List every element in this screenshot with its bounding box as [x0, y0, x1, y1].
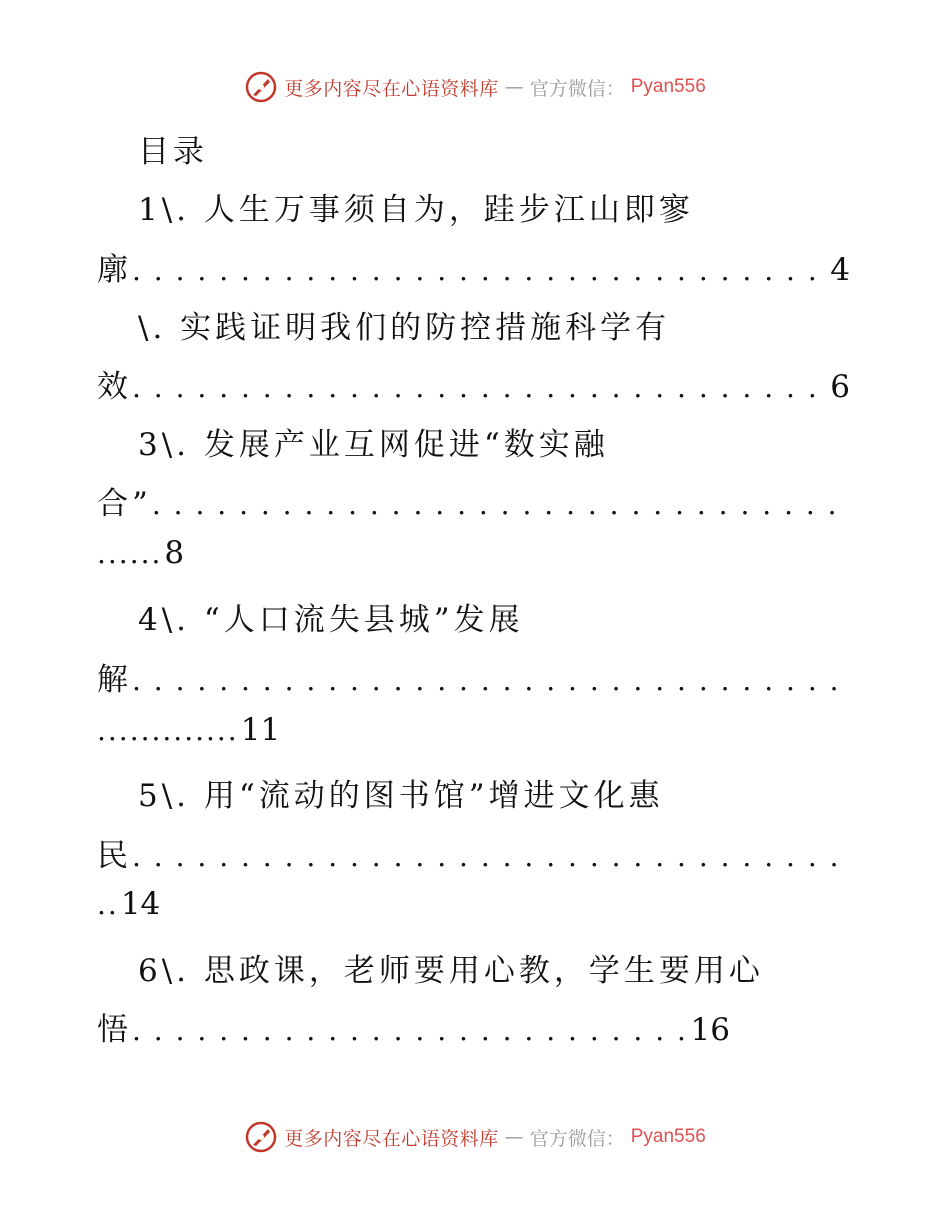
header-watermark-banner — [0, 70, 950, 104]
toc-entry-1-leader[interactable] — [97, 244, 850, 289]
toc-entry-3-title[interactable]: 3\. 发展产业互网促进“数实融 — [138, 427, 609, 463]
toc-entry-3-leader[interactable] — [97, 478, 850, 523]
toc-entry-4-page: 11 — [240, 712, 281, 748]
banner-wechat-id: Pyan556 — [630, 76, 706, 97]
dot-leader-tail: .. — [97, 888, 119, 921]
banner-separator: — — [504, 1126, 524, 1148]
dot-leader — [132, 662, 850, 698]
banner-text: 更多内容尽在心语资料库 — [284, 1127, 499, 1150]
toc-entry-2-leader[interactable] — [97, 361, 850, 406]
quill-logo-icon — [244, 1120, 278, 1154]
quill-logo-icon — [244, 70, 278, 104]
toc-entry-2-page: 6 — [830, 369, 850, 405]
dot-leader-tail: ............. — [97, 714, 239, 747]
dot-leader-tail: ...... — [97, 537, 163, 570]
banner-text: 更多内容尽在心语资料库 — [284, 77, 499, 100]
toc-entry-6-leader[interactable] — [97, 1004, 730, 1049]
dot-leader — [152, 486, 850, 522]
footer-watermark-banner — [0, 1120, 950, 1154]
toc-entry-3-page: 8 — [164, 535, 185, 571]
toc-entry-3-page-line[interactable] — [97, 535, 184, 571]
toc-entry-5-page: 14 — [120, 886, 161, 922]
toc-entry-2-continuation: 效 — [97, 369, 132, 405]
toc-entry-2-title[interactable]: \. 实践证明我们的防控措施科学有 — [138, 310, 671, 346]
toc-entry-5-title[interactable]: 5\. 用“流动的图书馆”增进文化惠 — [138, 778, 664, 814]
toc-entry-6-page: 16 — [690, 1012, 730, 1048]
toc-entry-5-page-line[interactable] — [97, 886, 160, 922]
banner-separator: — — [504, 76, 524, 98]
dot-leader — [132, 838, 850, 874]
toc-entry-1-page: 4 — [830, 252, 850, 288]
toc-entry-4-page-line[interactable] — [97, 712, 280, 748]
toc-entry-3-continuation: 合” — [97, 486, 152, 522]
dot-leader — [132, 369, 826, 405]
toc-entry-5-leader[interactable] — [97, 830, 850, 875]
toc-entry-1-continuation: 廓 — [97, 252, 132, 288]
banner-wechat-id: Pyan556 — [630, 1126, 706, 1147]
dot-leader — [132, 1012, 687, 1048]
toc-entry-5-continuation: 民 — [97, 838, 132, 874]
toc-entry-6-continuation: 悟 — [97, 1012, 132, 1048]
banner-wechat-label: 官方微信： — [529, 1127, 625, 1150]
dot-leader — [132, 252, 826, 288]
toc-entry-4-leader[interactable] — [97, 654, 850, 699]
banner-wechat-label: 官方微信： — [529, 77, 625, 100]
toc-heading: 目录 — [138, 134, 208, 170]
toc-entry-4-continuation: 解 — [97, 662, 132, 698]
toc-entry-6-title[interactable]: 6\. 思政课，老师要用心教，学生要用心 — [138, 953, 764, 989]
toc-entry-1-title[interactable]: 1\. 人生万事须自为，跬步江山即寥 — [138, 192, 694, 228]
toc-entry-4-title[interactable]: 4\. “人口流失县城”发展 — [138, 602, 524, 638]
